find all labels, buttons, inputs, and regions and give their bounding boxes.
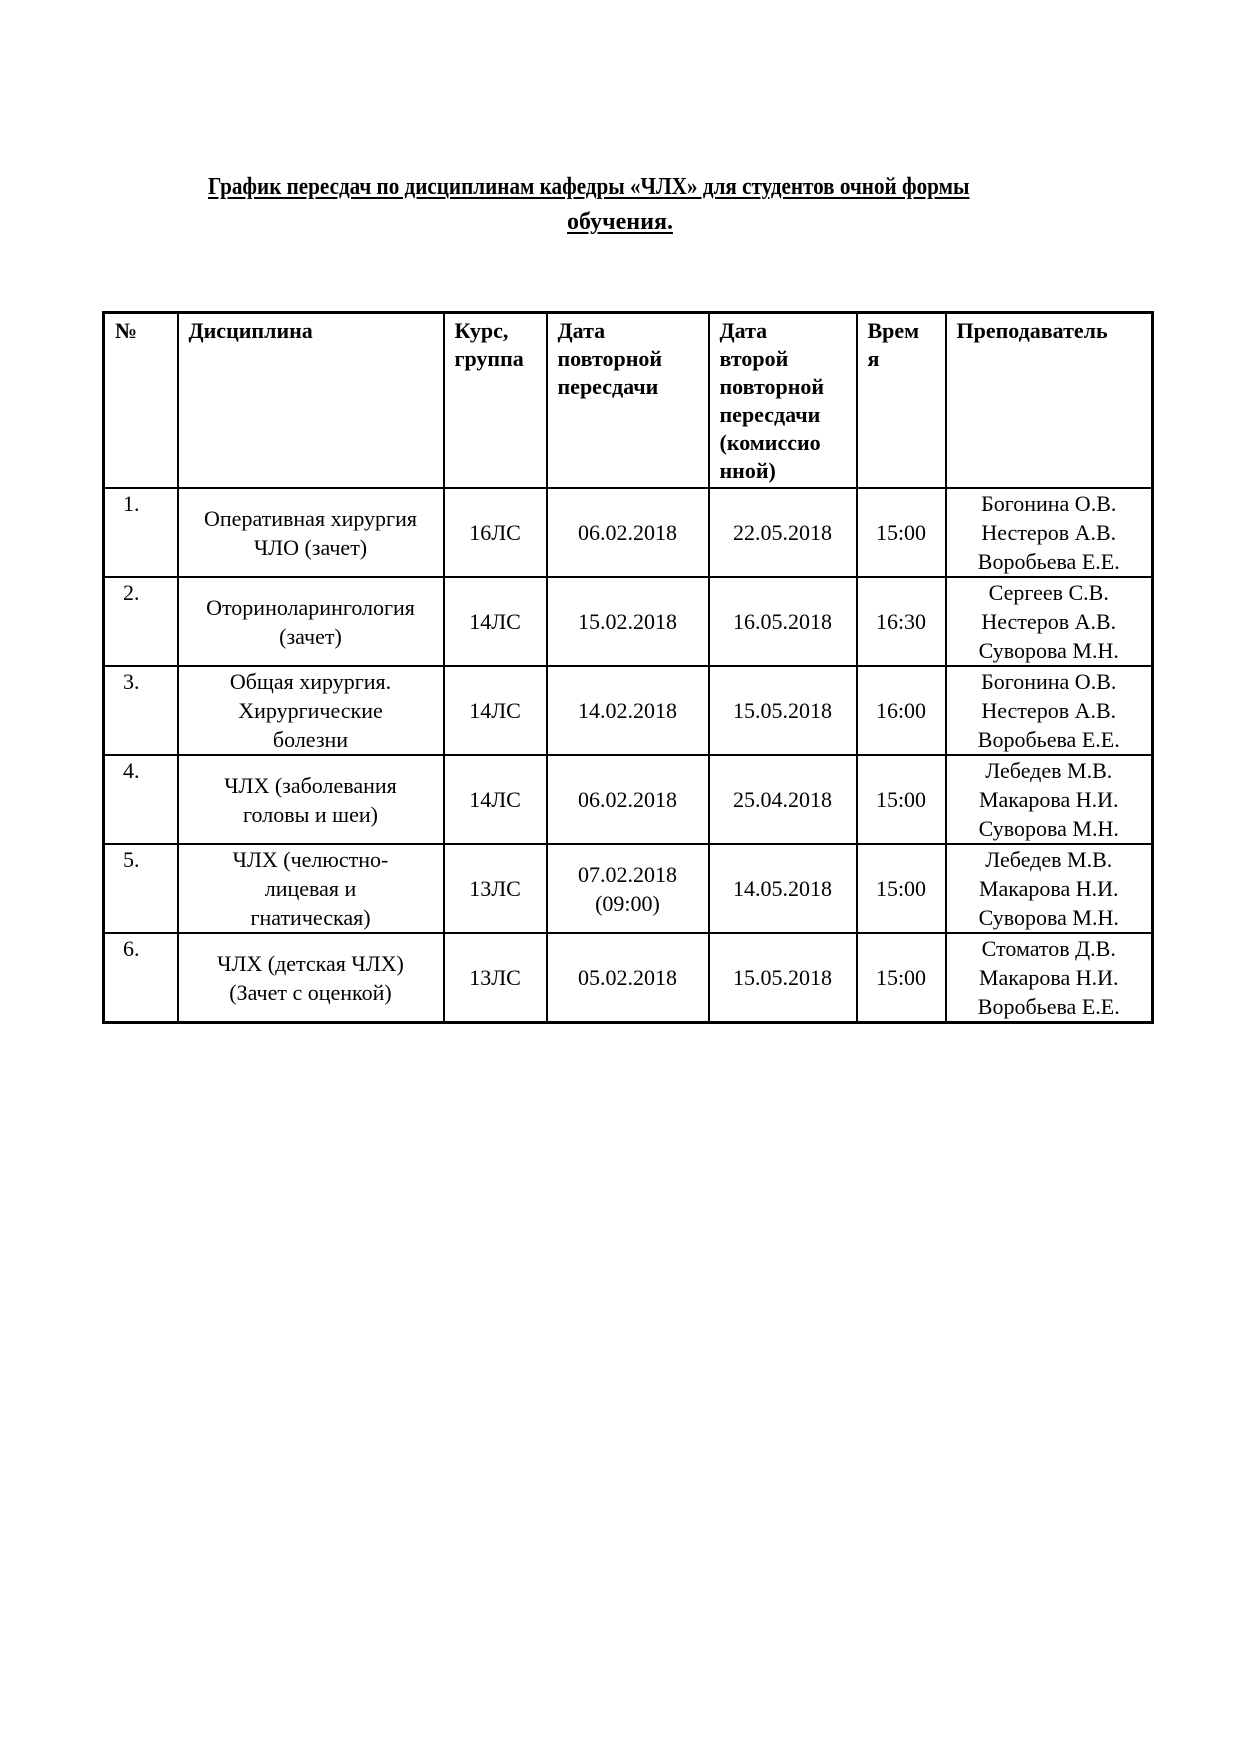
course-group-cell: 14ЛС: [444, 577, 547, 666]
text-line: второй: [719, 346, 789, 371]
row-number: 5.: [104, 844, 178, 933]
table-row: [104, 755, 1153, 844]
text-line: 14.02.2018: [578, 698, 677, 723]
text-line: Макарова Н.И.: [978, 876, 1119, 901]
retake-schedule-table: [102, 311, 1154, 1024]
text-line: Сергеев С.В.: [988, 580, 1109, 605]
text-line: Суворова М.Н.: [978, 816, 1119, 841]
text-line: группа: [454, 346, 524, 371]
text-line: я: [867, 346, 880, 371]
text-line: Макарова Н.И.: [978, 965, 1119, 990]
text-line: Нестеров А.В.: [981, 520, 1117, 545]
header-second-retake-date: [709, 313, 857, 489]
text-line: ЧЛХ (детская ЧЛХ): [217, 950, 404, 976]
text-line: ЧЛХ (челюстно-: [232, 847, 389, 872]
teachers-cell: [946, 488, 1153, 577]
text-line: лицевая и: [264, 876, 357, 901]
course-group-cell: 14ЛС: [444, 666, 547, 755]
course-group-cell: 13ЛС: [444, 933, 547, 1023]
table-row: [104, 488, 1153, 577]
retake-date-cell: [547, 666, 709, 755]
text-line: Лебедев М.В.: [985, 847, 1113, 872]
time-cell: 16:30: [857, 577, 946, 666]
discipline-cell: [178, 666, 444, 755]
header-number: №: [104, 313, 178, 489]
second-retake-date-cell: 15.05.2018: [709, 666, 857, 755]
title-text-2: обучения.: [567, 209, 673, 235]
text-line: 06.02.2018: [578, 787, 677, 812]
row-number: 6.: [104, 933, 178, 1023]
text-line: (Зачет с оценкой): [229, 979, 392, 1005]
discipline-cell: [178, 755, 444, 844]
time-cell: 16:00: [857, 666, 946, 755]
text-line: Врем: [867, 318, 920, 343]
text-line: Суворова М.Н.: [978, 905, 1119, 930]
text-line: Хирургические: [238, 698, 383, 723]
course-group-cell: 14ЛС: [444, 755, 547, 844]
text-line: ЧЛО (зачет): [253, 534, 368, 560]
text-line: 15.02.2018: [578, 609, 677, 634]
text-line: Дата: [719, 318, 768, 343]
teachers-cell: [946, 666, 1153, 755]
second-retake-date-cell: 16.05.2018: [709, 577, 857, 666]
time-cell: 15:00: [857, 933, 946, 1023]
text-line: повторной: [557, 346, 663, 371]
table-row: [104, 933, 1153, 1023]
text-line: Нестеров А.В.: [981, 609, 1117, 634]
text-line: (зачет): [279, 623, 342, 649]
text-line: Стоматов Д.В.: [981, 936, 1116, 961]
text-line: (09:00): [595, 890, 660, 916]
retake-date-cell: [547, 755, 709, 844]
text-line: Дата: [557, 318, 606, 343]
header-retake-date: [547, 313, 709, 489]
text-line: 07.02.2018: [578, 861, 677, 887]
document-title-line-1: [208, 170, 1018, 204]
teachers-cell: [946, 844, 1153, 933]
teachers-cell: [946, 755, 1153, 844]
text-line: Макарова Н.И.: [978, 787, 1119, 812]
discipline-cell: [178, 844, 444, 933]
text-line: (комиссио: [719, 430, 821, 455]
text-line: Оперативная хирургия: [204, 505, 417, 531]
text-line: Лебедев М.В.: [985, 758, 1113, 783]
text-line: повторной: [719, 374, 825, 399]
text-line: нной): [719, 458, 776, 483]
text-line: 05.02.2018: [578, 965, 677, 990]
second-retake-date-cell: 14.05.2018: [709, 844, 857, 933]
text-line: Воробьева Е.Е.: [977, 994, 1120, 1019]
text-line: Богонина О.В.: [981, 669, 1117, 694]
text-line: болезни: [272, 727, 349, 752]
time-cell: 15:00: [857, 755, 946, 844]
course-group-cell: 13ЛС: [444, 844, 547, 933]
table-header-row: [104, 313, 1153, 489]
retake-date-cell: [547, 488, 709, 577]
second-retake-date-cell: 15.05.2018: [709, 933, 857, 1023]
text-line: Воробьева Е.Е.: [977, 727, 1120, 752]
table-row: [104, 844, 1153, 933]
header-discipline: Дисциплина: [178, 313, 444, 489]
text-line: пересдачи: [719, 402, 821, 427]
text-line: 06.02.2018: [578, 520, 677, 545]
teachers-cell: [946, 933, 1153, 1023]
discipline-cell: [178, 577, 444, 666]
text-line: Оториноларингология: [206, 594, 415, 620]
row-number: 2.: [104, 577, 178, 666]
text-line: головы и шеи): [243, 801, 378, 827]
retake-date-cell: [547, 844, 709, 933]
text-line: Курс,: [454, 318, 509, 343]
title-text-1: График пересдач по дисциплинам кафедры «ЧЛХ» для студентов очной формы: [208, 174, 970, 200]
row-number: 1.: [104, 488, 178, 577]
row-number: 4.: [104, 755, 178, 844]
text-line: пересдачи: [557, 374, 659, 399]
second-retake-date-cell: 25.04.2018: [709, 755, 857, 844]
time-cell: 15:00: [857, 844, 946, 933]
document-title-line-2: [0, 205, 1240, 239]
text-line: ЧЛХ (заболевания: [224, 772, 397, 798]
row-number: 3.: [104, 666, 178, 755]
retake-date-cell: [547, 933, 709, 1023]
text-line: Воробьева Е.Е.: [977, 549, 1120, 574]
header-teacher: Преподаватель: [946, 313, 1153, 489]
teachers-cell: [946, 577, 1153, 666]
text-line: гнатическая): [250, 905, 371, 930]
text-line: Богонина О.В.: [981, 491, 1117, 516]
discipline-cell: [178, 488, 444, 577]
table-row: [104, 577, 1153, 666]
table-row: [104, 666, 1153, 755]
discipline-cell: [178, 933, 444, 1023]
retake-date-cell: [547, 577, 709, 666]
header-time: [857, 313, 946, 489]
course-group-cell: 16ЛС: [444, 488, 547, 577]
text-line: Общая хирургия.: [229, 669, 392, 694]
text-line: Суворова М.Н.: [978, 638, 1119, 663]
time-cell: 15:00: [857, 488, 946, 577]
second-retake-date-cell: 22.05.2018: [709, 488, 857, 577]
header-course: [444, 313, 547, 489]
text-line: Нестеров А.В.: [981, 698, 1117, 723]
